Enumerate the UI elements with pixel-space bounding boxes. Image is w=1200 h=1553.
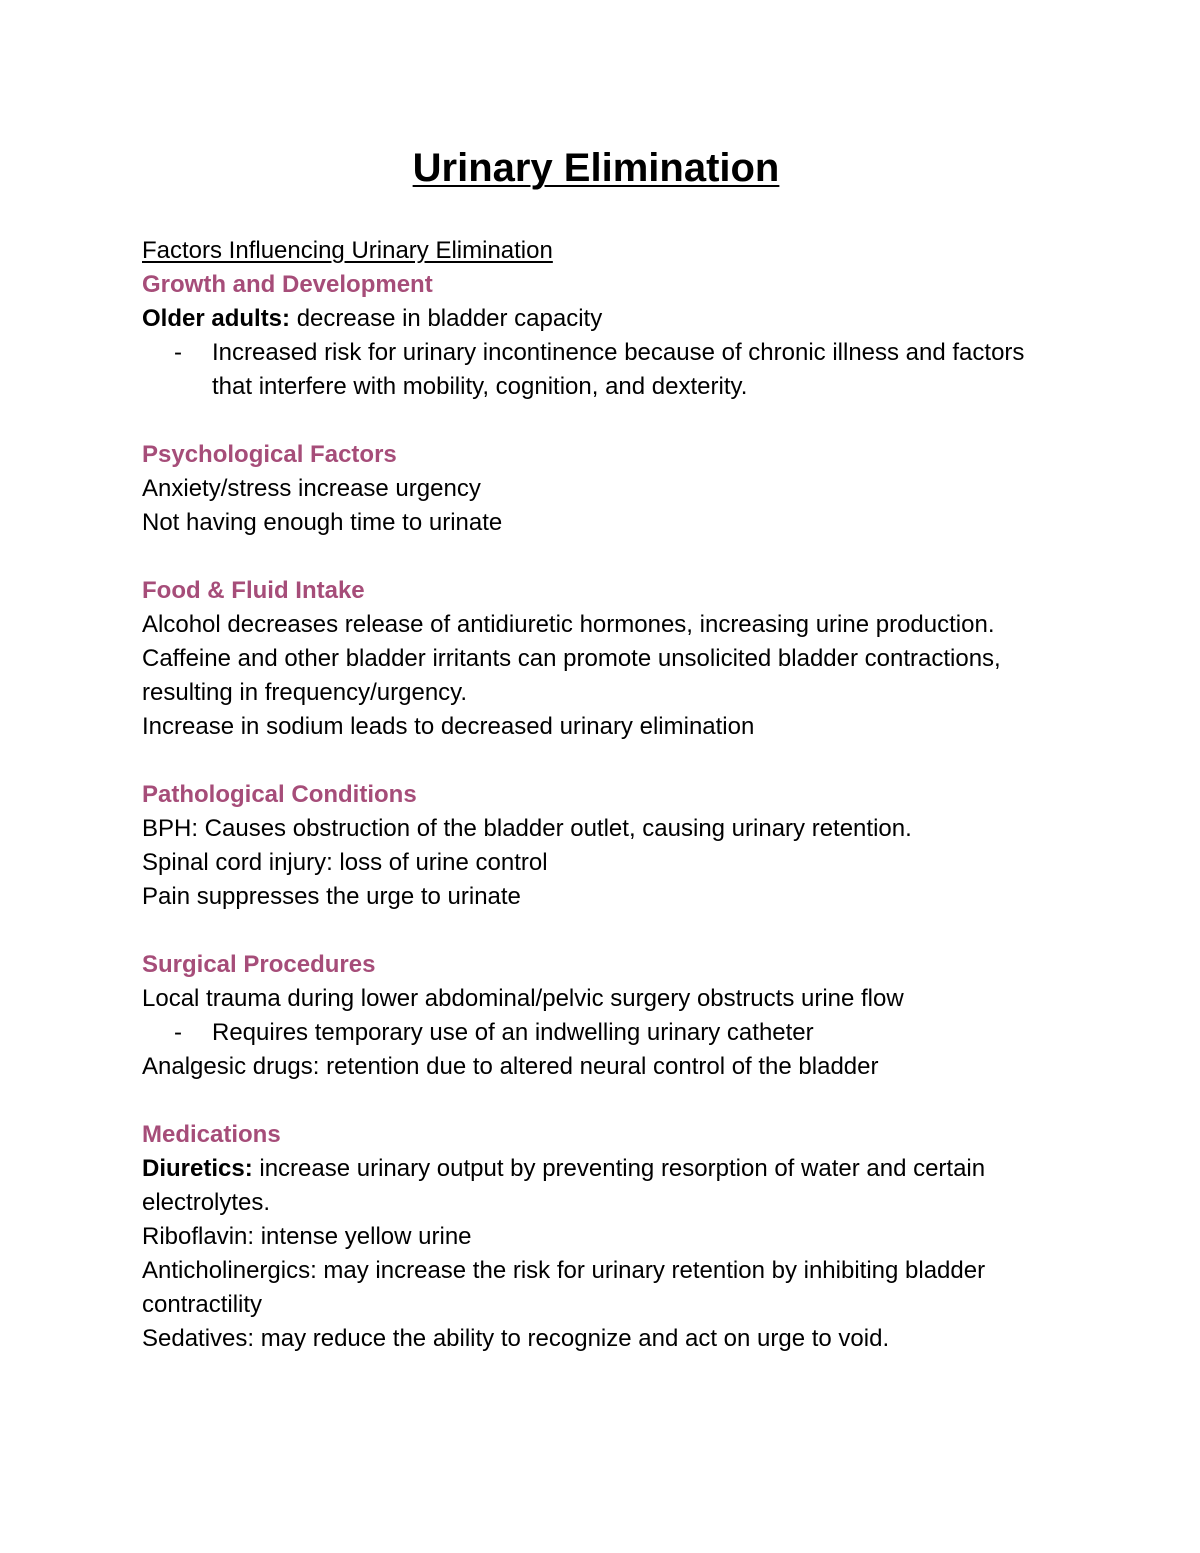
surgical-bullet	[142, 1016, 1062, 1050]
psych-line-1: Anxiety/stress increase urgency	[142, 475, 481, 502]
psych-line-2: Not having enough time to urinate	[142, 509, 503, 536]
meds-line-2: Riboflavin: intense yellow urine	[142, 1223, 472, 1250]
growth-bullet-text: Increased risk for urinary incontinence because of chronic illness and factors that interfere with mobility, cognition, and dexterity.	[212, 339, 1025, 400]
patho-line-3: Pain suppresses the urge to urinate	[142, 883, 521, 910]
older-adults-text: decrease in bladder capacity	[290, 305, 603, 332]
section-heading-surgical: Surgical Procedures	[142, 951, 376, 978]
surgical-line-2: Analgesic drugs: retention due to altered neural control of the bladder	[142, 1053, 879, 1080]
document-page	[142, 140, 1062, 1356]
growth-bullet	[142, 336, 1062, 404]
meds-line-4: Sedatives: may reduce the ability to recognize and act on urge to void.	[142, 1325, 890, 1352]
patho-line-1: BPH: Causes obstruction of the bladder outlet, causing urinary retention.	[142, 815, 912, 842]
food-line-1: Alcohol decreases release of antidiuretic hormones, increasing urine production.	[142, 611, 995, 638]
section-heading-growth: Growth and Development	[142, 271, 433, 298]
section-heading-psych: Psychological Factors	[142, 441, 397, 468]
growth-line-older-adults	[142, 302, 1062, 336]
older-adults-label: Older adults:	[142, 305, 291, 332]
section-heading-meds: Medications	[142, 1121, 281, 1148]
section-heading-food: Food & Fluid Intake	[142, 577, 365, 604]
meds-line-3: Anticholinergics: may increase the risk for urinary retention by inhibiting bladder contractility	[142, 1257, 986, 1318]
document-subtitle: Factors Influencing Urinary Elimination	[142, 237, 553, 264]
meds-line-diuretics	[142, 1152, 1062, 1220]
patho-line-2: Spinal cord injury: loss of urine control	[142, 849, 548, 876]
bullet-dash: -	[174, 339, 182, 366]
bullet-dash: -	[174, 1019, 182, 1046]
surgical-line-1: Local trauma during lower abdominal/pelvic surgery obstructs urine flow	[142, 985, 904, 1012]
diuretics-label: Diuretics:	[142, 1155, 253, 1182]
surgical-bullet-text: Requires temporary use of an indwelling urinary catheter	[212, 1019, 814, 1046]
food-line-2: Caffeine and other bladder irritants can promote unsolicited bladder contractions, resulting in frequency/urgency.	[142, 645, 1001, 706]
food-line-3: Increase in sodium leads to decreased urinary elimination	[142, 713, 755, 740]
section-heading-patho: Pathological Conditions	[142, 781, 417, 808]
diuretics-text: increase urinary output by preventing resorption of water and certain electrolytes.	[142, 1155, 986, 1216]
page-title: Urinary Elimination	[412, 146, 780, 190]
